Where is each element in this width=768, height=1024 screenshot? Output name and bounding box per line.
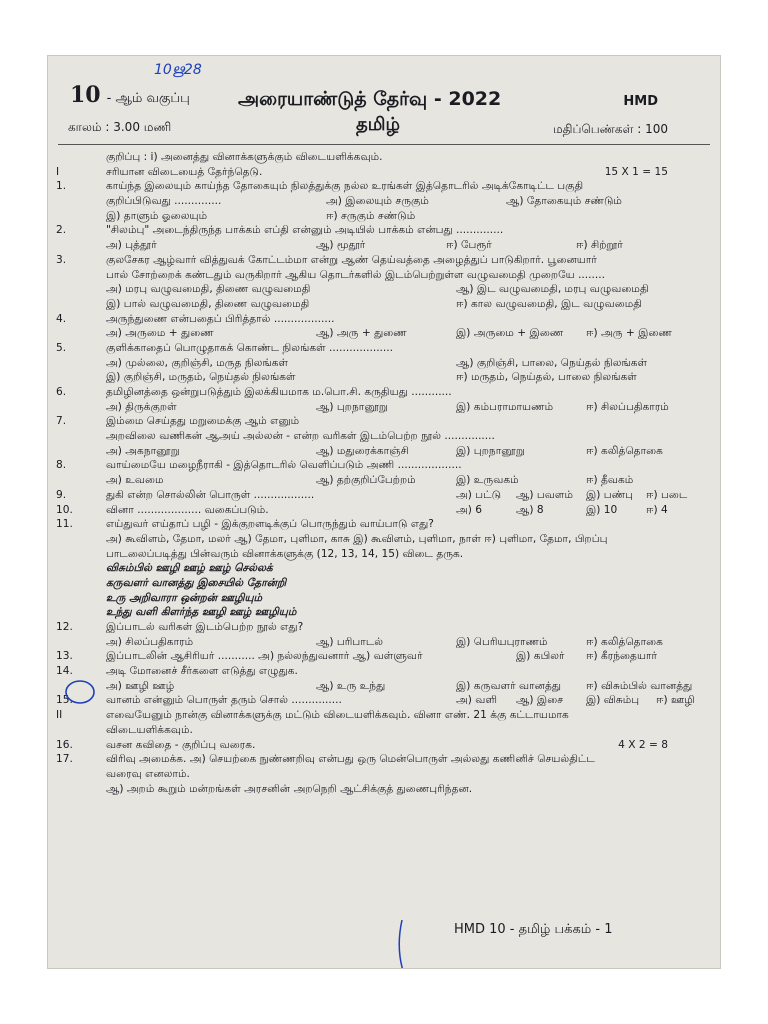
question-line [48,723,720,738]
question-line [48,752,720,767]
question-text: அ) உவமை [106,474,164,487]
class-label [70,82,190,108]
question-line [48,297,720,312]
question-number: 16. [56,738,73,751]
answer-option: ஈ) 4 [646,503,668,516]
question-number: 3. [56,253,67,266]
question-line [48,591,720,606]
question-number: 5. [56,341,67,354]
question-text: பாடலைப்படித்து பின்வரும் வினாக்களுக்கு (12, 13, 14, 15) விடை தருக. [106,547,464,560]
question-line [48,179,720,194]
handwritten-note: 10ഋ28 [154,62,202,78]
class-suffix: - ஆம் வகுப்பு [106,91,190,106]
question-line [48,326,720,341]
answer-option: அ) பட்டு [456,488,502,501]
question-text: அடி மோனைச் சீர்களை எடுத்து எழுதுக. [106,665,298,678]
question-text: அருந்துணை என்பதைப் பிரித்தால் .................. [106,312,335,325]
handwritten-circle-mark [62,678,102,708]
answer-option: ஈ) சிலப்பதிகாரம் [586,400,669,413]
question-number: 8. [56,459,67,472]
question-number: 4. [56,312,67,325]
answer-option: ஆ) தோகையும் சண்டும் [506,195,622,208]
question-text: துகி என்ற சொல்லின் பொருள் .................. [106,488,315,501]
question-line [48,370,720,385]
question-number: 2. [56,224,67,237]
question-line [48,488,720,503]
question-text: அ) கூவிளம், தேமா, மலர் ஆ) தேமா, புளிமா, காசு இ) கூவிளம், புளிமா, நாள் ஈ) புளிமா, தேமா, பிறப்பு [106,532,608,545]
answer-option: ஈ) ஊழி [656,694,695,707]
header-divider [58,144,710,145]
question-number: 1. [56,180,67,193]
question-line [48,209,720,224]
question-line [48,444,720,459]
question-text: வானம் என்னும் பொருள் தரும் சொல் ............... [106,694,342,707]
question-text: அ) புத்தூர் [106,239,157,252]
question-text: இ) பால் வழுவமைதி, திணை வழுவமைதி [106,297,310,310]
question-text: குறிப்பிடுவது .............. [106,195,222,208]
total-marks: மதிப்பெண்கள் : 100 [552,122,668,136]
subject-title: தமிழ் [356,114,400,135]
question-text: அ) மரபு வழுவமைதி, திணை வழுவமைதி [106,283,311,296]
question-line [48,268,720,283]
question-text: இப்பாடலின் ஆசிரியர் ........... அ) நல்லந்துவனார் ஆ) வள்ளுவர் [106,650,423,663]
question-line [48,238,720,253]
question-line [48,561,720,576]
answer-option: இ) கருவளர் வானத்து [456,679,562,692]
question-text: எவையேனும் நான்கு வினாக்களுக்கு மட்டும் விடையளிக்கவும். வினா எண். 21 க்கு கட்டாயமாக [106,709,569,722]
question-text: அ) ஊழி ஊழ் [106,679,175,692]
question-text: ஆ) அறம் கூறும் மன்றங்கள் அரசனின் அறநெறி ஆட்சிக்குத் துணைபுரிந்தன. [106,782,473,795]
answer-option: அ) இலையும் சருகும் [326,195,429,208]
answer-option: ஈ) கலித்தொகை [586,635,663,648]
poem-line: கருவளர் வானத்து இசையில் தோன்றி [106,576,287,589]
question-number: 15. [56,694,73,707]
question-line [48,517,720,532]
question-text: வசன கவிதை - குறிப்பு வரைக. [106,738,256,751]
question-line [48,605,720,620]
answer-option: ஈ) சருகும் சண்டும் [326,209,416,222]
poem-line: உந்து வளி கிளர்ந்த ஊழி ஊழ் ஊழியும் [106,606,297,619]
question-line [48,664,720,679]
answer-option: ஈ) படை [646,488,688,501]
question-line [48,414,720,429]
question-text: இம்மை செய்தது மறுமைக்கு ஆம் எனும் [106,415,300,428]
answer-option: அ) வளி [456,694,498,707]
answer-option: இ) கம்பராமாயணம் [456,400,554,413]
answer-option: ஆ) அரு + துணை [316,327,407,340]
exam-time: காலம் : 3.00 மணி [68,120,172,134]
class-number: 10 [70,82,101,108]
answer-option: ஈ) அரு + இணை [586,327,672,340]
question-text: இ) குறிஞ்சி, மருதம், நெய்தல் நிலங்கள் [106,371,296,384]
question-text: குளிக்காதைப் பொழுதாகக் கொண்ட நிலங்கள் ................... [106,341,394,354]
answer-option: இ) உருவகம் [456,474,519,487]
answer-option: இ) 10 [586,503,618,516]
question-text: சரியான விடையைத் தேர்ந்தெடு. [106,165,263,178]
question-text: காய்ந்த இலையும் காய்ந்த தோகையும் நிலத்துக்கு நல்ல உரங்கள் இத்தொடரில் அடிக்கோடிட்ட பகுதி [106,180,584,193]
question-line [48,194,720,209]
question-line [48,150,720,165]
answer-option: ஆ) உரு உந்து [316,679,386,692]
question-line [48,738,720,753]
answer-option: ஆ) பரிபாடல் [316,635,384,648]
answer-option: ஆ) மூதூர் [316,239,366,252]
question-text: வாய்மையே மழைநீராகி - இத்தொடரில் வெளிப்படும் அணி ................... [106,459,462,472]
question-number: 11. [56,518,73,531]
question-text: குலசேகர ஆழ்வார் வித்துவக் கோட்டம்மா என்று ஆண் தெய்வத்தை அழைத்துப் பாடுகிறார். பூனையார் [106,253,597,266]
question-number: 12. [56,621,73,633]
answer-option: ஆ) மதுரைக்காஞ்சி [316,444,409,457]
question-text: அ) முல்லை, குறிஞ்சி, மருத நிலங்கள் [106,356,289,369]
question-number: I [56,165,60,178]
answer-option: ஈ) கால வழுவமைதி, இட வழுவமைதி [456,297,642,310]
question-line [48,635,720,650]
question-line [48,782,720,797]
question-line [48,503,720,518]
question-number: II [56,709,63,722]
answer-option: ஆ) குறிஞ்சி, பாலை, நெய்தல் நிலங்கள் [456,356,648,369]
question-line [48,679,720,694]
page-footer: HMD 10 - தமிழ் பக்கம் - 1 [454,922,613,937]
question-line [48,620,720,635]
question-number: 14. [56,665,73,678]
question-line [48,708,720,723]
question-text: அ) அருமை + துணை [106,327,214,340]
question-number: 17. [56,753,73,766]
answer-option: இ) அருமை + இணை [456,327,564,340]
question-text: அ) திருக்குறள் [106,400,177,413]
question-line [48,165,720,180]
question-line [48,473,720,488]
question-line [48,532,720,547]
question-text: குறிப்பு : i) அனைத்து வினாக்களுக்கும் விடையளிக்கவும். [106,151,383,163]
question-number: 9. [56,488,67,501]
question-line [48,547,720,562]
answer-option: ஈ) கீரந்தையார் [586,650,658,663]
answer-option: ஆ) இட வழுவமைதி, மரபு வழுவமைதி [456,283,649,296]
question-line [48,356,720,371]
question-text: பால் சோற்றைக் கண்டதும் வருகிறார் ஆகிய தொடர்களில் இடம்பெற்றுள்ள வழுவமைதி முறையே ........ [106,268,606,281]
question-text: விரிவு அமைக்க. அ) செயற்கை நுண்ணறிவு என்பது ஒரு மென்பொருள் அல்லது கணினிச் செயல்திட்ட [106,753,595,766]
answer-option: அ) 6 [456,503,483,516]
question-line [48,312,720,327]
answer-option: ஆ) பவளம் [516,488,574,501]
answer-option: ஆ) 8 [516,503,544,516]
question-text: வரைவு எனலாம். [106,767,190,780]
answer-option: ஆ) இசை [516,694,564,707]
answer-option: இ) புறநானூறு [456,444,525,457]
answer-option: ஈ) தீவகம் [586,474,634,487]
question-number: 7. [56,415,67,428]
question-line [48,429,720,444]
question-text: விடையளிக்கவும். [106,723,193,736]
question-line [48,458,720,473]
question-text: எய்துவர் எய்தாப் பழி - இக்குறளடிக்குப் பொருந்தும் வாய்பாடு எது? [106,518,434,531]
answer-option: ஆ) புறநானூறு [316,400,388,413]
handwritten-pen-stroke [392,918,412,968]
answer-option: ஈ) விசும்பில் வானத்து [586,679,693,692]
question-text: அ) அகநானூறு [106,444,180,457]
marks-allocation: 15 X 1 = 15 [604,165,668,178]
exam-code: HMD [623,94,658,109]
question-number: 10. [56,503,73,516]
question-text: தமிழினத்தை ஒன்றுபடுத்தும் இலக்கியமாக ம.பொ.சி. கருதியது ............ [106,386,452,398]
poem-line: விசும்பில் ஊழி ஊழ் ஊழ் செல்லக் [106,562,273,575]
question-line [48,223,720,238]
question-text: அறவிலை வணிகன் ஆஅய் அல்லன் - என்ற வரிகள் இடம்பெற்ற நூல் ............... [106,430,495,443]
question-line [48,282,720,297]
answer-option: ஈ) மருதம், நெய்தல், பாலை நிலங்கள் [456,371,637,384]
question-line [48,400,720,415]
answer-option: ஆ) தற்குறிப்பேற்றம் [316,474,416,487]
question-line [48,385,720,400]
question-text: வினா ................... வகைப்படும். [106,503,269,516]
question-text: அ) சிலப்பதிகாரம் [106,635,194,648]
question-line [48,649,720,664]
answer-option: ஈ) பேரூர் [446,239,492,252]
answer-option: ஈ) சிற்றூர் [576,239,623,252]
question-line [48,253,720,268]
question-number: 6. [56,386,67,398]
answer-option: இ) விசும்பு [586,694,640,707]
poem-line: உரு அறிவாரா ஒன்றன் ஊழியும் [106,591,263,604]
question-text: இ) தாளும் ஓலையும் [106,209,208,222]
marks-allocation: 4 X 2 = 8 [618,738,668,751]
question-text: இப்பாடல் வரிகள் இடம்பெற்ற நூல் எது? [106,621,304,633]
answer-option: இ) பண்பு [586,488,634,501]
question-list [48,150,720,796]
question-line [48,693,720,708]
answer-option: இ) கபிலர் [516,650,565,663]
question-number: 13. [56,650,73,663]
question-line [48,341,720,356]
exam-title: அரையாண்டுத் தேர்வு - 2022 [238,88,502,110]
question-paper [48,56,720,968]
question-text: "சிலம்பு" அடைந்திருந்த பாக்கம் எப்தி என்னும் அடியில் பாக்கம் என்பது .............. [106,224,504,237]
answer-option: இ) பெரியபுராணம் [456,635,548,648]
answer-option: ஈ) கலித்தொகை [586,444,663,457]
question-line [48,767,720,782]
question-line [48,576,720,591]
